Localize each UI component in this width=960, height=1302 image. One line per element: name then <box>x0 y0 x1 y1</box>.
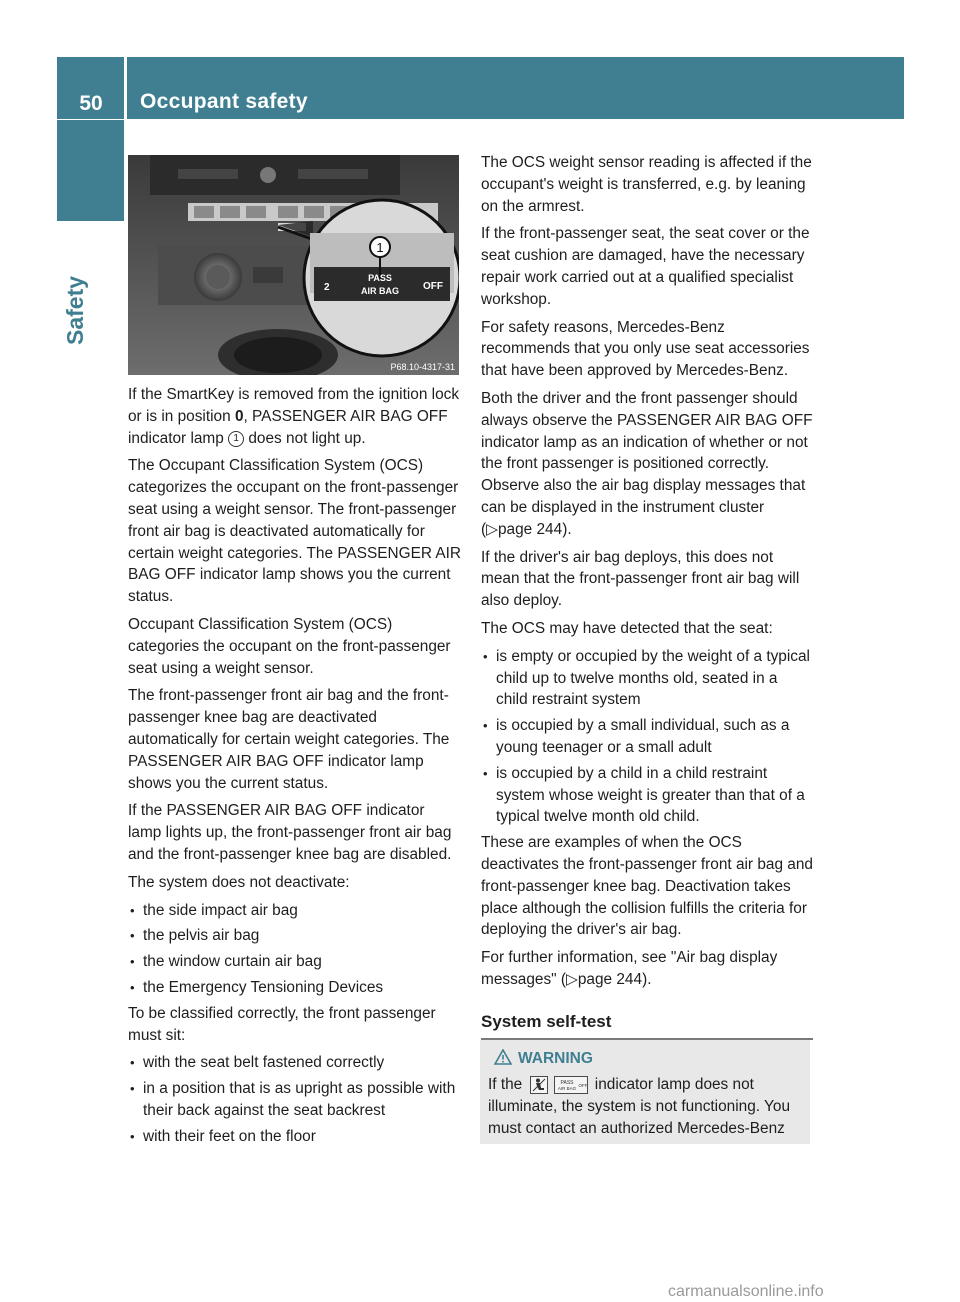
paragraph: Occupant Classification System (OCS) categories the occupant on the front-passenger seat using a weight sensor. <box>128 615 451 677</box>
paragraph: If the PASSENGER AIR BAG OFF indicator lamp lights up, the front-passenger front air bag and the front-passenger knee bag are disabled. <box>128 802 452 863</box>
page-number: 50 <box>79 92 103 115</box>
deactivation-list <box>128 900 462 999</box>
paragraph: Both the driver and the front passenger should always observe the PASSENGER AIR BAG OFF indicator lamp as an indication of whether or not the front passenger is positioned correctly. Observe also the air bag display messages that can be displayed in the instrument cluster (▷page 244). <box>481 389 813 538</box>
svg-text:PASS: PASS <box>560 1079 573 1086</box>
paragraph: If the SmartKey is removed from the ignition lock or is in position 0, PASSENGER AIR BAG OFF indicator lamp 1 does not light up. <box>128 386 460 447</box>
list-item: • with the seat belt fastened correctly <box>128 1052 462 1074</box>
warning-title: WARNING <box>518 1050 593 1067</box>
list-item: • is empty or occupied by the weight of a typical child up to twelve months old, seated in a child restraint system <box>481 646 813 711</box>
list-item: • the pelvis air bag <box>128 925 462 947</box>
page-ref-arrow-icon: ▷ <box>566 970 578 988</box>
paragraph: To be classified correctly, the front passenger must sit: <box>128 1004 436 1044</box>
seat-occupant-icon <box>530 1076 548 1094</box>
page-ref-arrow-icon: ▷ <box>486 520 498 538</box>
list-item: • the Emergency Tensioning Devices <box>128 977 462 999</box>
warning-box <box>480 1040 810 1144</box>
header-divider <box>124 57 127 119</box>
page-ref-link[interactable]: page 244 <box>497 520 563 538</box>
warning-triangle-icon <box>494 1049 512 1065</box>
warning-text: If the PASS AIR BAG OFF indicator lamp does not illuminate, the system is not functioning. You must contact an authorized Mercedes-Benz <box>488 1076 791 1137</box>
pass-airbag-off-icon <box>554 1076 588 1094</box>
chapter-title: Occupant safety <box>140 90 308 113</box>
page-ref-link[interactable]: page 244 <box>577 970 643 988</box>
side-tab <box>57 120 124 221</box>
dashboard-illustration <box>128 155 459 375</box>
side-section-label: Safety <box>62 275 88 345</box>
watermark: carmanualsonline.info <box>668 1283 824 1300</box>
seating-list <box>128 1052 462 1147</box>
list-item: • the window curtain air bag <box>128 951 462 973</box>
dashboard-figure <box>128 155 459 375</box>
list-item: • in a position that is as upright as possible with their back against the seat backrest <box>128 1078 462 1122</box>
paragraph: The system does not deactivate: <box>128 873 350 891</box>
svg-text:OFF: OFF <box>578 1082 587 1088</box>
paragraph: The front-passenger front air bag and the front-passenger knee bag are deactivated automatically for certain weight categories. The PASSENGER AIR BAG OFF indicator lamp shows you the current status. <box>128 687 450 792</box>
figure-label-pass: PASS <box>368 273 392 283</box>
figure-label-airbag: AIR BAG <box>361 286 399 296</box>
list-item: • is occupied by a small individual, such as a young teenager or a small adult <box>481 715 813 759</box>
left-column <box>128 384 462 1152</box>
list-item: • is occupied by a child in a child restraint system whose weight is greater than that of a typical twelve month old child. <box>481 763 813 828</box>
paragraph: If the driver's air bag deploys, this does not mean that the front-passenger front air bag will also deploy. <box>481 548 800 610</box>
figure-label-off: OFF <box>423 281 443 292</box>
paragraph: The OCS may have detected that the seat: <box>481 619 773 637</box>
list-item: • with their feet on the floor <box>128 1126 462 1148</box>
callout-ref-icon: 1 <box>228 431 244 447</box>
section-heading: System self-test <box>481 1012 813 1040</box>
paragraph: For safety reasons, Mercedes-Benz recommends that you only use seat accessories that have been approved by Mercedes-Benz. <box>481 318 810 380</box>
paragraph: If the front-passenger seat, the seat cover or the seat cushion are damaged, have the necessary repair work carried out at a qualified specialist workshop. <box>481 225 810 308</box>
right-column <box>481 152 813 997</box>
figure-callout-number: 1 <box>376 240 384 255</box>
paragraph: The Occupant Classification System (OCS) categorizes the occupant on the front-passenger seat using a weight sensor. The front-passenger front air bag is deactivated automatically for certain weight categories. The PASSENGER AIR BAG OFF indicator lamp shows you the current status. <box>128 457 462 606</box>
paragraph: These are examples of when the OCS deactivates the front-passenger front air bag and front-passenger knee bag. Deactivation takes place although the collision fulfills the criteria for deploying the driver's air bag. <box>481 834 813 939</box>
figure-image-code: P68.10-4317-31 <box>390 362 455 372</box>
list-item: • the side impact air bag <box>128 900 462 922</box>
paragraph: For further information, see "Air bag display messages" (▷page 244). <box>481 949 778 988</box>
svg-text:AIR BAG: AIR BAG <box>557 1085 576 1091</box>
seat-detection-list <box>481 646 813 828</box>
paragraph: The OCS weight sensor reading is affected if the occupant's weight is transferred, e.g. by leaning on the armrest. <box>481 154 812 215</box>
figure-seat-icon-number: 2 <box>324 282 330 293</box>
